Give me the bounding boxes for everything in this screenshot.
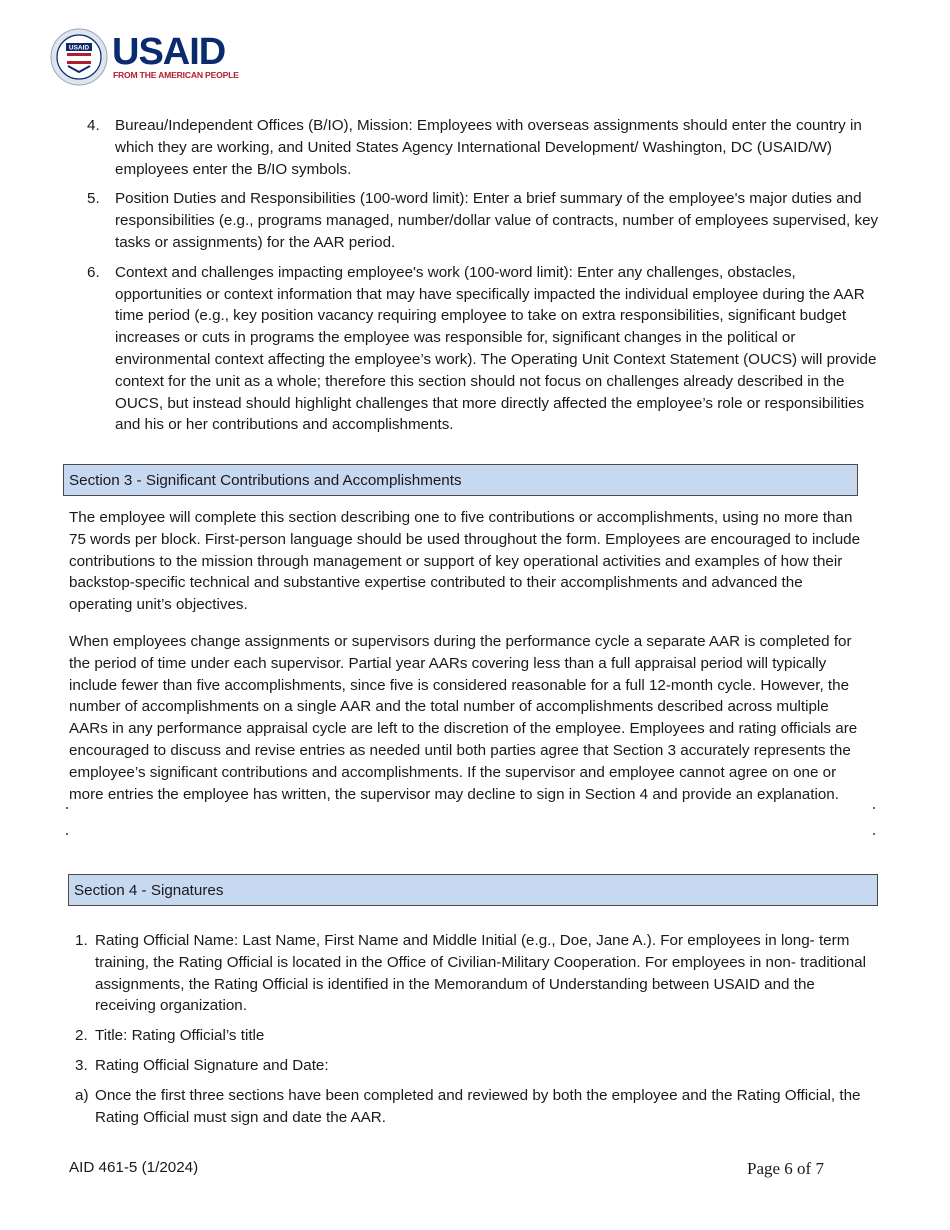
section2-instruction-list <box>68 115 886 444</box>
section3-paragraph-1: The employee will complete this section describing one to five contributions or accomplishments, using no more than 75 words per block. First-person language should be used throughout the form. Employees are encouraged to include contributions to the mission through management or support of key operational activities and examples of how their backstop-specific technical and substantive expertise contributed to their accomplishments and advanced the operating unit’s objectives. <box>69 509 861 614</box>
list-item-number: 4. <box>87 117 100 134</box>
form-identifier: AID 461-5 (1/2024) <box>69 1159 199 1176</box>
logo-wordmark: USAID <box>112 31 226 73</box>
list-item-number: 6. <box>87 263 100 281</box>
usaid-logo <box>50 28 250 86</box>
list-item-text: Position Duties and Responsibilities (100-word limit): Enter a brief summary of the employee's major duties and responsibilities (e.g., programs managed, number/dollar value of contracts, number of employees supervised, key tasks or assignments) for the AAR period. <box>115 190 879 251</box>
margin-marker <box>873 833 875 835</box>
list-item <box>68 1025 868 1047</box>
margin-marker <box>66 833 68 835</box>
list-item-text: Bureau/Independent Offices (B/IO), Mission: Employees with overseas assignments should enter the country in which they are working, and United States Agency International Development/ Washington, DC (USAID/W) employees enter the B/IO symbols. <box>115 117 862 178</box>
sub-list-item <box>68 1085 868 1129</box>
section3-paragraph-2: When employees change assignments or supervisors during the performance cycle a separate AAR is completed for the period of time under each supervisor. Partial year AARs covering less than a full appraisal period will typically include fewer than five accomplishments, since five is considered reasonable for a full 12-month cycle. However, the number of accomplishments on a single AAR and the total number of accomplishments described across multiple AARs in any performance appraisal cycle are left to the discretion of the employee. Employees and rating officials are encouraged to discuss and revise entries as needed until both parties agree that Section 3 accurately represents the employee’s significant contributions and accomplishments. If the supervisor and employee cannot agree on one or more entries the employee has written, the supervisor may decline to sign in Section 4 and provide an explanation. <box>69 633 858 803</box>
list-item <box>68 115 886 180</box>
seal-label: USAID <box>68 44 90 52</box>
margin-marker <box>873 807 875 809</box>
list-item <box>68 262 886 436</box>
sub-list-item-marker: a) <box>75 1086 89 1104</box>
list-item-text: Rating Official Signature and Date: <box>95 1056 329 1074</box>
section4-signature-list <box>68 930 868 1136</box>
list-item-text: Title: Rating Official’s title <box>95 1027 265 1045</box>
sub-list-item-text: Once the first three sections have been completed and reviewed by both the employee and the Rating Official, the Rating Official must sign and date the AAR. <box>95 1086 861 1126</box>
section4-header: Section 4 - Signatures <box>68 874 878 906</box>
list-item-number: 2. <box>75 1027 88 1045</box>
list-item-text: Rating Official Name: Last Name, First Name and Middle Initial (e.g., Doe, Jane A.). For employees in long- term training, the Rating Official is located in the Office of Civilian-Military Cooperation. For employees in non- traditional assignments, the Rating Official is identified in the Memorandum of Understanding between USAID and the receiving organization. <box>95 932 866 1015</box>
margin-marker <box>66 807 68 809</box>
list-item-text: Context and challenges impacting employee's work (100-word limit): Enter any challenges, obstacles, opportunities or context information that may have specifically impacted the individual employee during the AAR time period (e.g., key position vacancy requiring employee to take on extra responsibilities, significant budget increases or cuts in programs the employee was responsible for, significant changes in the political or environmental context affecting the employee’s work). The Operating Unit Context Statement (OUCS) will provide context for the unit as a whole; therefore this section should not focus on challenges already described in the OUCS, but instead should highlight challenges that more directly affected the employee’s role or responsibilities and his or her contributions and accomplishments. <box>115 263 877 434</box>
list-item <box>68 188 886 253</box>
list-item <box>68 930 868 1017</box>
list-item-number: 1. <box>75 932 88 949</box>
list-item-number: 3. <box>75 1056 88 1074</box>
logo-tagline: FROM THE AMERICAN PEOPLE <box>113 70 239 80</box>
list-item-number: 5. <box>87 190 100 208</box>
list-item <box>68 1055 868 1077</box>
section3-header: Section 3 - Significant Contributions and Accomplishments <box>63 464 858 496</box>
usaid-seal-icon <box>50 28 108 86</box>
page-number: Page 6 of 7 <box>747 1159 824 1178</box>
